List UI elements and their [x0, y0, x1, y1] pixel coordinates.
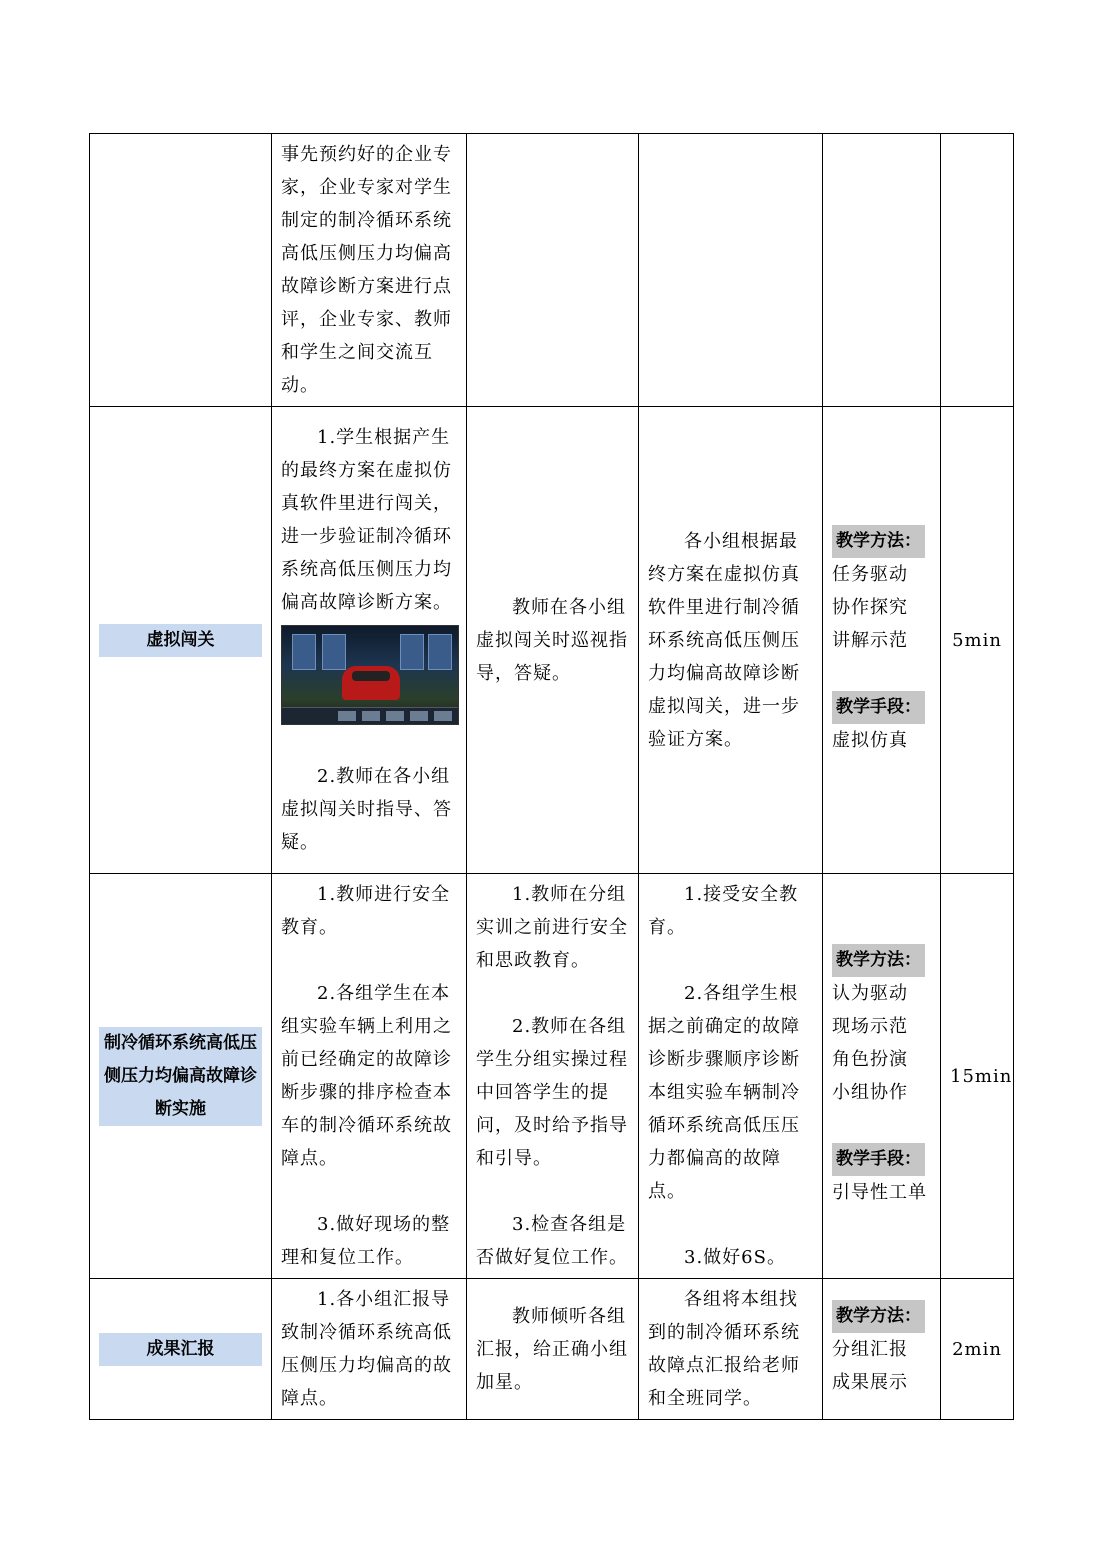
teacher-cell	[467, 874, 639, 1279]
method-item: 小组协作	[832, 1082, 908, 1103]
method-item: 成果展示	[832, 1372, 908, 1393]
content-paragraph: 事先预约好的企业专家，企业专家对学生制定的制冷循环系统高低压侧压力均偏高故障诊断方案进行点评，企业专家、教师和学生之间交流互动。	[281, 144, 452, 396]
content-paragraph: 2.教师在各小组虚拟闯关时指导、答疑。	[281, 766, 452, 853]
teacher-paragraph: 教师倾听各组汇报，给正确小组加星。	[476, 1305, 628, 1393]
content-cell	[272, 134, 467, 407]
table-row	[90, 134, 1014, 407]
stage-label: 虚拟闯关	[99, 624, 262, 657]
content-paragraph: 1.学生根据产生的最终方案在虚拟仿真软件里进行闯关，进一步验证制冷循环系统高低压侧压力均偏高故障诊断方案。	[281, 427, 452, 613]
teacher-paragraph: 2.教师在各组学生分组实操过程中回答学生的提问，及时给予指导和引导。	[476, 1016, 628, 1169]
teacher-paragraph: 教师在各小组虚拟闯关时巡视指导，答疑。	[476, 596, 628, 684]
time-cell: 2min	[941, 1279, 1014, 1420]
method-item: 讲解示范	[832, 629, 908, 651]
student-cell	[639, 874, 823, 1279]
means-label: 教学手段：	[832, 691, 925, 724]
method-label: 教学方法：	[832, 1300, 925, 1333]
student-cell	[639, 407, 823, 874]
stage-cell	[90, 874, 272, 1279]
content-paragraph: 2.各组学生在本组实验车辆上利用之前已经确定的故障诊断步骤的排序检查本车的制冷循环系统故障点。	[281, 983, 452, 1169]
student-paragraph: 各组将本组找到的制冷循环系统故障点汇报给老师和全班同学。	[648, 1289, 800, 1409]
means-item: 引导性工单	[832, 1182, 927, 1203]
student-paragraph: 3.做好6S。	[684, 1247, 786, 1268]
teacher-cell	[467, 407, 639, 874]
content-cell	[272, 407, 467, 874]
student-cell	[639, 134, 823, 407]
method-item: 分组汇报	[832, 1339, 908, 1360]
student-paragraph: 1.接受安全教育。	[648, 884, 799, 938]
content-paragraph: 3.做好现场的整理和复位工作。	[281, 1214, 451, 1268]
car-icon	[342, 666, 400, 700]
time-cell: 5min	[941, 407, 1014, 874]
table-row	[90, 407, 1014, 874]
teacher-paragraph: 3.检查各组是否做好复位工作。	[476, 1214, 628, 1268]
student-paragraph: 各小组根据最终方案在虚拟仿真软件里进行制冷循环系统高低压侧压力均偏高故障诊断虚拟闯关，进一步验证方案。	[648, 530, 800, 750]
content-cell	[272, 874, 467, 1279]
time-cell	[941, 134, 1014, 407]
stage-cell	[90, 407, 272, 874]
method-label: 教学方法：	[832, 944, 925, 977]
table-row	[90, 874, 1014, 1279]
student-cell	[639, 1279, 823, 1420]
methods-cell	[823, 874, 941, 1279]
methods-cell	[823, 407, 941, 874]
content-paragraph: 1.教师进行安全教育。	[281, 884, 451, 938]
stage-label: 制冷循环系统高低压侧压力均偏高故障诊断实施	[99, 1027, 262, 1126]
stage-label: 成果汇报	[99, 1333, 262, 1366]
content-paragraph: 1.各小组汇报导致制冷循环系统高低压侧压力均偏高的故障点。	[281, 1289, 452, 1409]
time-cell: 15min	[941, 874, 1014, 1279]
teacher-paragraph: 1.教师在分组实训之前进行安全和思政教育。	[476, 884, 628, 971]
method-item: 协作探究	[832, 596, 908, 618]
lesson-plan-table	[89, 133, 1014, 1420]
method-item: 认为驱动	[832, 983, 908, 1004]
teacher-cell	[467, 134, 639, 407]
method-label: 教学方法：	[832, 525, 925, 558]
method-item: 任务驱动	[832, 563, 908, 585]
method-item: 现场示范	[832, 1016, 908, 1037]
methods-cell	[823, 134, 941, 407]
means-item: 虚拟仿真	[832, 729, 908, 751]
means-label: 教学手段：	[832, 1143, 925, 1176]
methods-cell	[823, 1279, 941, 1420]
teacher-cell	[467, 1279, 639, 1420]
table-row	[90, 1279, 1014, 1420]
virtual-simulation-screenshot	[281, 625, 459, 725]
stage-cell	[90, 134, 272, 407]
student-paragraph: 2.各组学生根据之前确定的故障诊断步骤顺序诊断本组实验车辆制冷循环系统高低压压力都偏高的故障点。	[648, 983, 800, 1202]
content-cell	[272, 1279, 467, 1420]
method-item: 角色扮演	[832, 1049, 908, 1070]
stage-cell	[90, 1279, 272, 1420]
